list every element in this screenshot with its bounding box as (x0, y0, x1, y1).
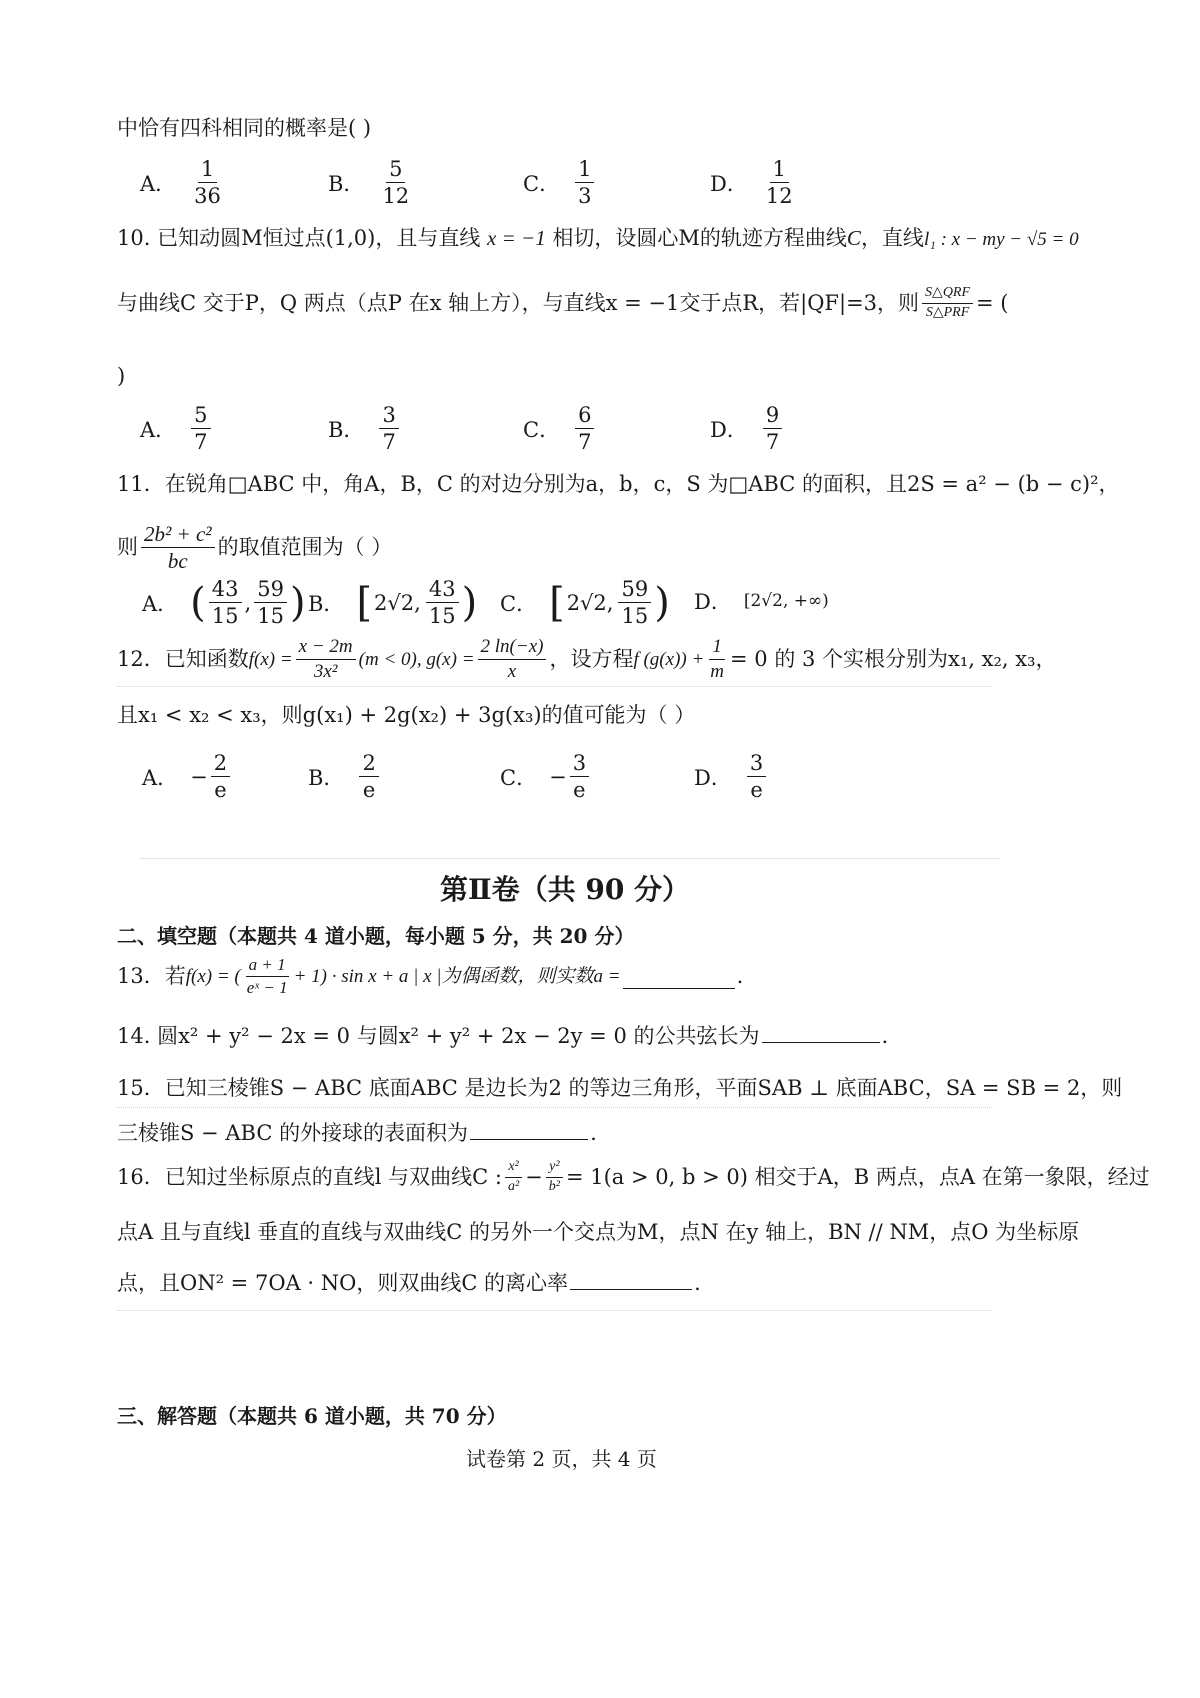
q14: 14. 圆x² + y² − 2x = 0 与圆x² + y² + 2x − 2y = 0 的公共弦长为 . (117, 1024, 889, 1048)
answer-heading: 三、解答题（本题共 6 道小题，共 70 分） (117, 1404, 507, 1428)
q10-line2: 与曲线C 交于P，Q 两点（点P 在x 轴上方），与直线x = −1交于点R，若|QF|=3，则 $\frac{\text{S△QRF}}{\text{S△PRF}}$ = ( (117, 285, 1009, 320)
q16-line1: 16．已知过坐标原点的直线l 与双曲线C : $\frac{\text{x²}}{\text{a²}}$ − $\frac{\text{y²}}{\text{b²}}$ = 1(a > 0, b > 0) 相交于A，B 两点，点A 在第一象限，经过 (117, 1159, 1150, 1194)
q11-option-a: A． ( $\frac{43}{15}$ , $\frac{59}{15}$ ) (142, 577, 306, 629)
q11-line2: 则 $\frac{\text{2b² + c²}}{bc}$ 的取值范围为（ ） (117, 522, 393, 574)
q12-option-d: D． $\frac{3}{e}$ (694, 752, 769, 801)
q11-line1: 11．在锐角□ABC 中，角A，B，C 的对边分别为a，b，c，S 为□ABC 的面积，且2S = a² − (b − c)²， (117, 472, 1120, 496)
q10-close-paren: ) (117, 364, 126, 388)
dotted-separator (117, 686, 992, 687)
q16-line3: 点，且ON² = 7OA · NO，则双曲线C 的离心率 . (117, 1271, 701, 1295)
section-title: 第Ⅱ卷（共 90 分） (440, 873, 691, 906)
fill-in-heading: 二、填空题（本题共 4 道小题，每小题 5 分，共 20 分） (117, 924, 635, 948)
answer-blank (570, 1288, 692, 1290)
q10-option-b: B． $\frac{3}{7}$ (328, 404, 402, 453)
q12-line2: 且x₁ < x₂ < x₃，则g(x₁) + 2g(x₂) + 3g(x₃)的值可能为（ ） (117, 703, 696, 727)
q11-option-d: D． [2√2, +∞) (694, 590, 829, 614)
q11-option-b: B． [ 2√2, $\frac{43}{15}$ ) (308, 577, 478, 629)
q13: 13．若 f(x) = ( $\frac{a + 1}{\text{eˣ − 1}}$ + 1) · sin x + a | x |为偶函数，则实数a = . (117, 955, 744, 997)
dotted-separator (140, 858, 1000, 859)
q10-line1: 10. 已知动圆M恒过点(1,0)，且与直线 x = −1 相切，设圆心M的轨迹方程曲线C，直线l₁ : x − my − √5 = 0 (117, 226, 1079, 250)
q10-option-c: C． $\frac{6}{7}$ (523, 404, 597, 453)
q10-option-d: D． $\frac{9}{7}$ (710, 404, 785, 453)
q12-option-c: C． − $\frac{3}{e}$ (500, 752, 592, 801)
q9-option-a: A． $\frac{1}{36}$ (140, 157, 221, 209)
q15-line1: 15．已知三棱锥S − ABC 底面ABC 是边长为2 的等边三角形，平面SAB ⊥ 底面ABC，SA = SB = 2，则 (117, 1076, 1123, 1100)
q16-line2: 点A 且与直线l 垂直的直线与双曲线C 的另外一个交点为M，点N 在y 轴上，BN // NM，点O 为坐标原 (117, 1220, 1080, 1244)
q15-line2: 三棱锥S − ABC 的外接球的表面积为 . (117, 1121, 597, 1145)
q9-option-d: D． $\frac{1}{12}$ (710, 157, 793, 209)
answer-blank (762, 1041, 880, 1043)
q12-option-b: B． $\frac{2}{e}$ (308, 752, 382, 801)
q9-stem: 中恰有四科相同的概率是( ) (117, 116, 372, 140)
answer-blank (623, 987, 735, 989)
dotted-separator (117, 1310, 992, 1311)
answer-blank (470, 1138, 588, 1140)
q9-option-b: B． $\frac{5}{12}$ (328, 157, 410, 209)
q12-line1: 12．已知函数 f(x) = $\frac{x - 2m}{\text{3x²}}$ (m < 0), g(x) = $\frac{2 \ln(-x)}{x}$ ，设方程 f (g(x)) + $\frac{1}{m}$ = 0 的 3 个实根分别为x₁, x₂, x₃， (117, 636, 1057, 682)
q12-option-a: A． − $\frac{2}{e}$ (142, 752, 233, 801)
q11-option-c: C． [ 2√2, $\frac{59}{15}$ ) (500, 577, 670, 629)
q10-option-a: A． $\frac{5}{7}$ (140, 404, 214, 453)
q9-option-c: C． $\frac{1}{3}$ (523, 158, 597, 207)
dotted-separator (117, 1107, 992, 1108)
page-footer: 试卷第 2 页，共 4 页 (466, 1447, 657, 1471)
